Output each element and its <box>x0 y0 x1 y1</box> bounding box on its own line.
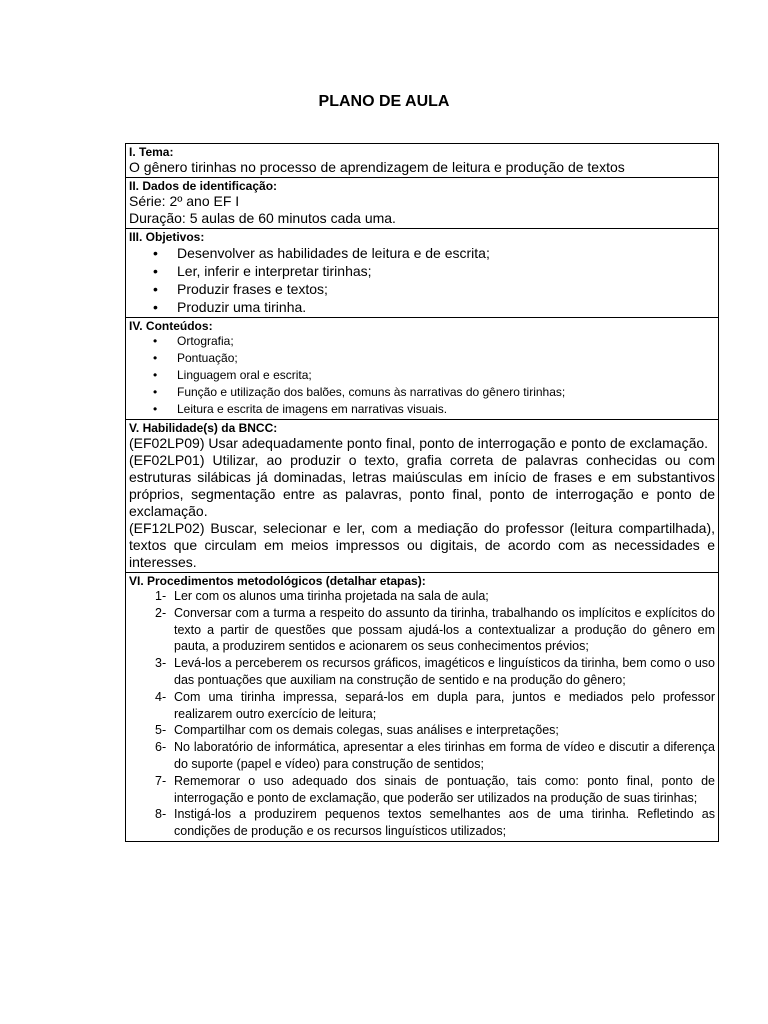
list-item: • Produzir frases e textos; <box>153 280 715 298</box>
serie-text: Série: 2º ano EF I <box>129 193 240 209</box>
list-item <box>129 605 715 655</box>
item-number: 5- <box>155 723 167 738</box>
item-text: Ler com os alunos uma tirinha projetada na sala de aula; <box>174 589 489 603</box>
item-text: Conversar com a turma a respeito do assunto da tirinha, trabalhando os implícitos e explícitos do texto a partir de questões que possam ajudá-los a contextualizar a produção do gênero em pauta, a produzirem sentidos e acionarem os seus conhecimentos prévios; <box>174 605 715 654</box>
item-number: 4- <box>155 689 167 704</box>
list-item <box>129 689 715 723</box>
list-item: • Leitura e escrita de imagens em narrativas visuais. <box>153 401 715 418</box>
list-item <box>129 806 715 840</box>
list-item: • Desenvolver as habilidades de leitura e de escrita; <box>153 244 715 262</box>
list-item: • Pontuação; <box>153 350 715 367</box>
objetivos-list <box>129 244 715 316</box>
habilidade-paragraph: (EF12LP02) Buscar, selecionar e ler, com a mediação do professor (leitura compartilhada), textos que circulam em meios impressos ou digitais, de acordo com as necessidades e interesses. <box>129 520 715 570</box>
duracao-text: Duração: 5 aulas de 60 minutos cada uma. <box>129 210 396 226</box>
section-tema <box>126 144 719 178</box>
document-title: PLANO DE AULA <box>318 93 450 110</box>
habilidade-paragraph: (EF02LP09) Usar adequadamente ponto final, ponto de interrogação e ponto de exclamação. <box>129 435 709 451</box>
tema-text: O gênero tirinhas no processo de aprendizagem de leitura e produção de textos <box>129 159 625 175</box>
section-heading: V. Habilidade(s) da BNCC: <box>129 421 278 435</box>
item-text: Instigá-los a produzirem pequenos textos semelhantes aos de uma tirinha. Refletindo as condições de produção e os recursos linguísticos utilizados; <box>174 807 715 839</box>
list-item: • Ortografia; <box>153 333 715 350</box>
section-heading: II. Dados de identificação: <box>129 179 278 193</box>
item-text: Rememorar o uso adequado dos sinais de pontuação, tais como: ponto final, ponto de interrogação e ponto de exclamação, que poderão ser utilizados na produção de suas tirinhas; <box>174 773 715 805</box>
list-item: • Produzir uma tirinha. <box>153 298 715 316</box>
item-number: 2- <box>155 605 167 620</box>
list-item <box>129 655 715 689</box>
section-procedimentos <box>126 573 719 842</box>
item-text: Compartilhar com os demais colegas, suas análises e interpretações; <box>174 723 559 738</box>
habilidade-paragraph: (EF02LP01) Utilizar, ao produzir o texto, grafia correta de palavras conhecidas ou com estruturas silábicas já dominadas, letras maiúsculas em início de frases e em substantivos próprios, segmentação entre as palavras, ponto final, ponto de interrogação e ponto de exclamação. <box>129 452 715 519</box>
list-item: • Ler, inferir e interpretar tirinhas; <box>153 262 715 280</box>
item-number: 7- <box>155 773 167 788</box>
item-number: 1- <box>155 589 167 603</box>
item-text: Com uma tirinha impressa, separá-los em dupla para, juntos e mediados pelo professor realizarem outro exercício de leitura; <box>174 689 715 721</box>
lesson-plan-table <box>125 143 719 842</box>
list-item <box>129 588 715 605</box>
item-number: 6- <box>155 740 167 755</box>
section-heading: IV. Conteúdos: <box>129 319 213 333</box>
item-number: 8- <box>155 807 167 822</box>
item-text: Levá-los a perceberem os recursos gráficos, imagéticos e linguísticos da tirinha, bem como o uso das pontuações que auxiliam na construção de sentido e na produção do gênero; <box>174 656 715 687</box>
item-text: No laboratório de informática, apresentar a eles tirinhas em forma de vídeo e discutir a diferença do suporte (papel e vídeo) para construção de sentidos; <box>174 740 715 771</box>
section-dados <box>126 178 719 229</box>
section-heading: III. Objetivos: <box>129 230 205 244</box>
list-item <box>129 773 715 807</box>
section-heading: VI. Procedimentos metodológicos (detalhar etapas): <box>129 574 426 588</box>
list-item: • Função e utilização dos balões, comuns às narrativas do gênero tirinhas; <box>153 384 715 401</box>
item-number: 3- <box>155 656 167 671</box>
conteudos-list <box>129 333 715 418</box>
section-heading: I. Tema: <box>129 145 174 159</box>
section-conteudos <box>126 318 719 420</box>
section-objetivos <box>126 229 719 318</box>
list-item <box>129 739 715 773</box>
section-habilidades <box>126 420 719 573</box>
procedimentos-list <box>129 588 715 840</box>
list-item <box>129 722 715 739</box>
list-item: • Linguagem oral e escrita; <box>153 367 715 384</box>
